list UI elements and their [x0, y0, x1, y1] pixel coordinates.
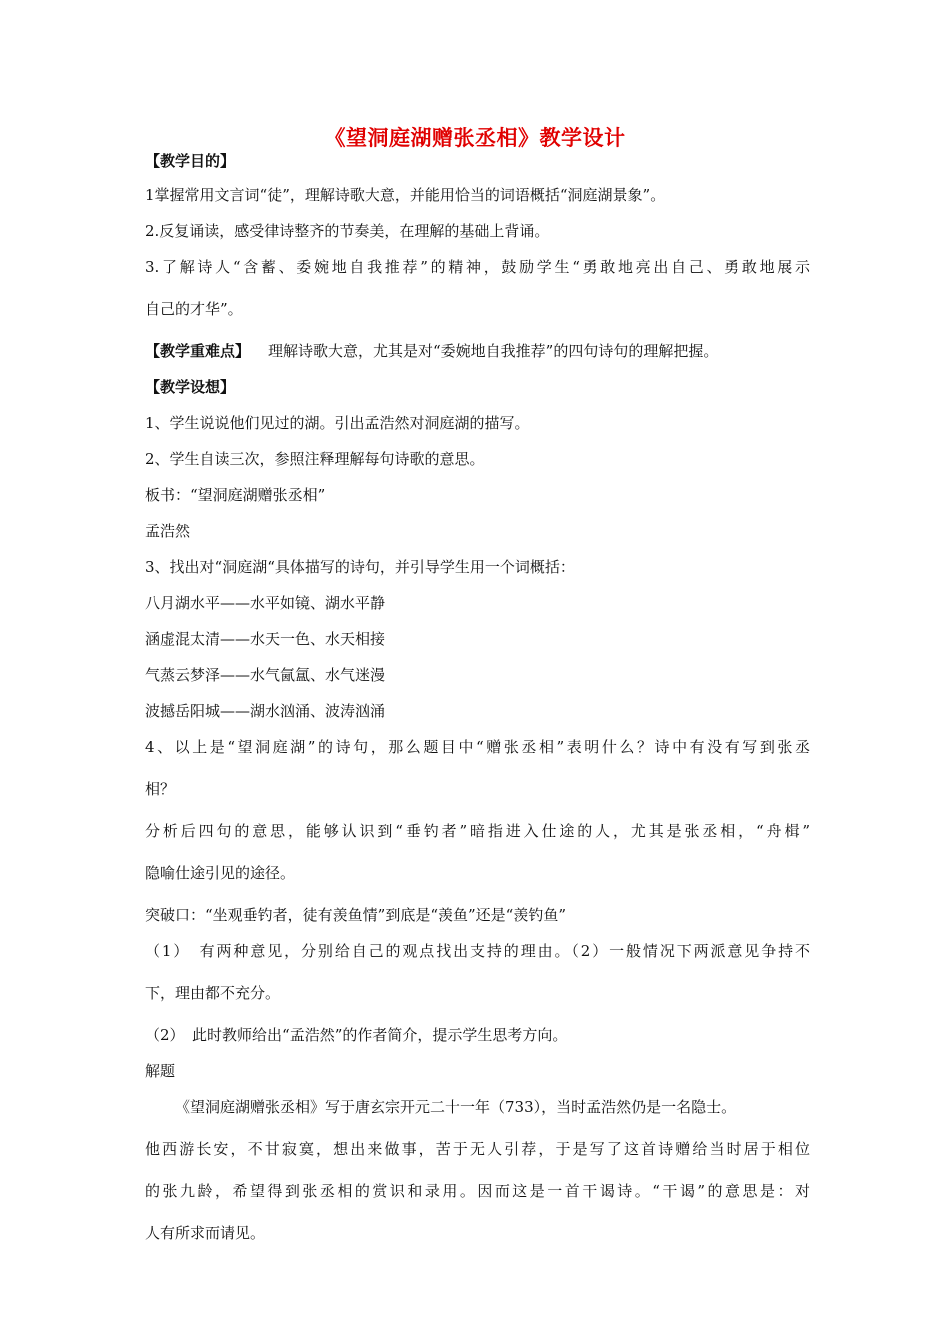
design-line-1: 1、学生说说他们见过的湖。引出孟浩然对洞庭湖的描写。: [145, 414, 530, 432]
difficulty-heading: 【教学重难点】: [145, 342, 251, 360]
intro-line-4: 人有所求而请见。: [145, 1224, 266, 1242]
intro-line-3: 的张九龄，希望得到张丞相的赏识和录用。因而这是一首干谒诗。“干谒”的意思是：对: [145, 1182, 810, 1200]
opinion-line-1: （1） 有两种意见，分别给自己的观点找出支持的理由。（2）一般情况下两派意见争持不: [145, 942, 810, 960]
scene-line-1: 八月湖水平——水平如镜、湖水平静: [145, 594, 386, 612]
scene-line-4: 波撼岳阳城——湖水汹涌、波涛汹涌: [145, 702, 386, 720]
goal-item-1: 1掌握常用文言词“徒”，理解诗歌大意，并能用恰当的词语概括“洞庭湖景象”。: [145, 186, 666, 204]
board-author: 孟浩然: [145, 522, 191, 540]
goal-item-3-cont: 自己的才华”。: [145, 300, 243, 318]
difficulty-line: [145, 340, 810, 376]
opinion-line-2: （2） 此时教师给出“孟浩然”的作者简介，提示学生思考方向。: [145, 1026, 568, 1044]
scene-line-2: 涵虚混太清——水天一色、水天相接: [145, 630, 386, 648]
jieti-heading: 解题: [145, 1062, 176, 1080]
design-line-4-cont: 相？: [145, 780, 176, 798]
goals-heading: 【教学目的】: [145, 152, 236, 170]
analysis-line: 分析后四句的意思，能够认识到“垂钓者”暗指进入仕途的人，尤其是张丞相，“舟楫”: [145, 822, 810, 840]
opinion-line-1-cont: 下，理由都不充分。: [145, 984, 281, 1002]
difficulty-text: 理解诗歌大意，尤其是对“委婉地自我推荐”的四句诗句的理解把握。: [268, 342, 719, 360]
goal-item-3: 3.了解诗人“含蓄、委婉地自我推荐”的精神，鼓励学生“勇敢地亮出自己、勇敢地展示: [145, 258, 810, 276]
intro-line-1: 《望洞庭湖赠张丞相》写于唐玄宗开元二十一年（733），当时孟浩然仍是一名隐士。: [175, 1098, 737, 1116]
design-heading: 【教学设想】: [145, 378, 236, 396]
document-title: 《望洞庭湖赠张丞相》教学设计: [324, 126, 626, 150]
design-line-2: 2、学生自读三次，参照注释理解每句诗歌的意思。: [145, 450, 485, 468]
analysis-line-cont: 隐喻仕途引见的途径。: [145, 864, 296, 882]
goal-item-2: 2.反复诵读，感受律诗整齐的节奏美，在理解的基础上背诵。: [145, 222, 550, 240]
breakthrough-line: 突破口：“坐观垂钓者，徒有羡鱼情”到底是“羡鱼”还是“羡钓鱼”: [145, 906, 567, 924]
scene-line-3: 气蒸云梦泽——水气氤氲、水气迷漫: [145, 666, 386, 684]
document-body: [145, 150, 810, 1264]
design-line-4: 4、以上是“望洞庭湖”的诗句，那么题目中“赠张丞相”表明什么？诗中有没有写到张丞: [145, 738, 810, 756]
design-line-3: 3、找出对“洞庭湖“具体描写的诗句，并引导学生用一个词概括：: [145, 558, 575, 576]
board-writing: 板书：“望洞庭湖赠张丞相”: [145, 486, 326, 504]
intro-line-2: 他西游长安，不甘寂寞，想出来做事，苦于无人引荐，于是写了这首诗赠给当时居于相位: [145, 1140, 810, 1158]
